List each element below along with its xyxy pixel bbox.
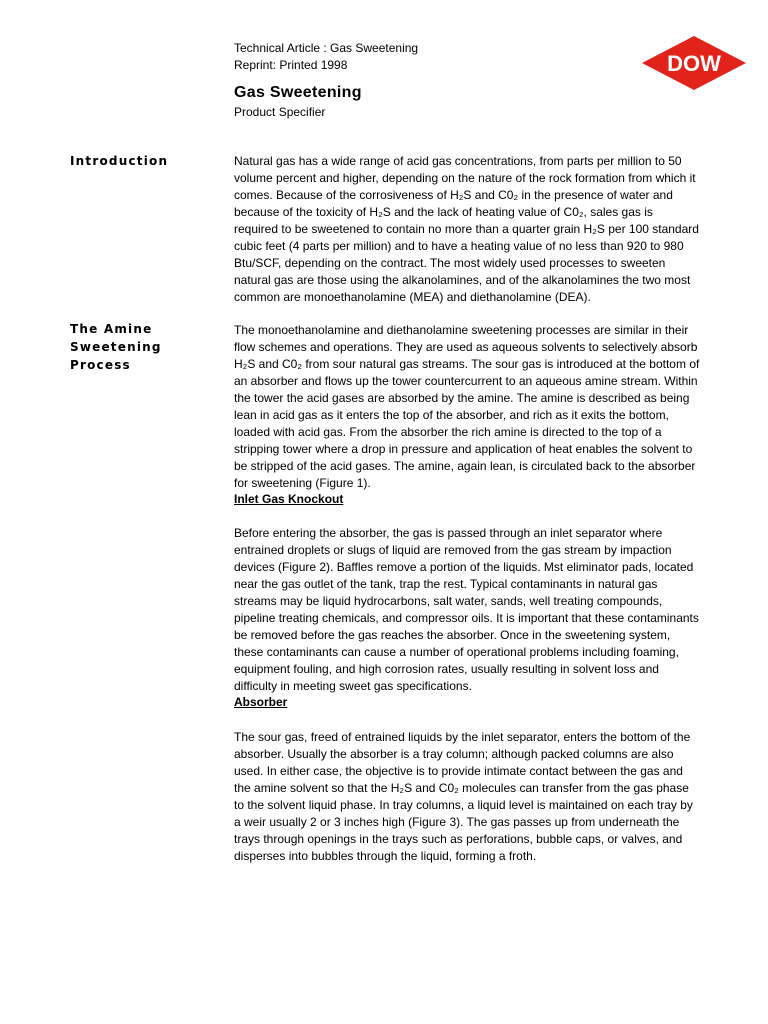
dow-logo — [640, 34, 748, 92]
amine-paragraph: The monoethanolamine and diethanolamine sweetening processes are similar in their flow schemes and operations. They are used as aqueous solvents to selectively absorb H₂S and C0₂ from sour natural gas streams. The sour gas is introduced at the bottom of an absorber and flows up the tower countercurrent to an aqueous amine stream. Within the tower the acid gases are absorbed by the amine. The amine is described as being lean in acid gas as it enters the top of the absorber, and rich as it exits the bottom, loaded with acid gas. From the absorber the rich amine is directed to the top of a stripping tower where a drop in pressure and application of heat enables the solvent to be stripped of the acid gases. The amine, again lean, is circulated back to the absorber for sweetening (Figure 1). — [234, 323, 700, 490]
inlet-gas-knockout-heading: Inlet Gas Knockout — [234, 492, 344, 506]
introduction-heading-text: Introduction — [70, 154, 169, 168]
dow-logo-text: DOW — [667, 51, 721, 76]
introduction-body — [234, 153, 700, 306]
absorber-paragraph: The sour gas, freed of entrained liquids by the inlet separator, enters the bottom of the absorber. Usually the absorber is a tray column; although packed columns are also used. In either case, the objective is to provide intimate contact between the gas and the amine solvent so that the H₂S and C0₂ molecules can transfer from the gas phase to the solvent liquid phase. In tray columns, a liquid level is maintained on each tray by a weir usually 2 or 3 inches high (Figure 3). The gas passes up from underneath the trays through openings in the trays such as perforations, bubble caps, or valves, and disperses into bubbles through the liquid, forming a froth. — [234, 730, 693, 863]
header-reprint-line: Reprint: Printed 1998 — [234, 58, 348, 72]
amine-process-heading — [70, 320, 210, 374]
inlet-paragraph: Before entering the absorber, the gas is passed through an inlet separator where entrained droplets or slugs of liquid are removed from the gas stream by impaction devices (Figure 2). Baffles remove a portion of the liquids. Mst eliminator pads, located near the gas outlet of the tank, trap the rest. Typical contaminants in natural gas streams may be liquid hydrocarbons, salt water, sands, well treating compounds, pipeline treating chemicals, and compressor oils. It is important that these contaminants be removed before the gas reaches the absorber. Once in the sweetening system, these contaminants can cause a number of operational problems including foaming, equipment fouling, and high corrosion rates, usually resulting in solvent loss and difficulty in meeting sweet gas specifications. — [234, 526, 699, 693]
page-title: Gas Sweetening — [234, 84, 362, 101]
amine-heading-line2: Sweetening — [70, 340, 162, 354]
header-article-line: Technical Article : Gas Sweetening — [234, 41, 419, 55]
inlet-gas-knockout-body — [234, 525, 700, 695]
amine-heading-line3: Process — [70, 358, 131, 372]
absorber-heading: Absorber — [234, 695, 288, 709]
page-subtitle: Product Specifier — [234, 105, 326, 119]
amine-heading-line1: The Amine — [70, 322, 153, 336]
absorber-body — [234, 729, 700, 865]
introduction-heading — [70, 152, 210, 170]
introduction-paragraph: Natural gas has a wide range of acid gas concentrations, from parts per million to 50 volume percent and higher, depending on the nature of the rock formation from which it comes. Because of the corrosiveness of H₂S and C0₂ in the presence of water and because of the toxicity of H₂S and the lack of heating value of C0₂, sales gas is required to be sweetened to contain no more than a quarter grain H₂S per 100 standard cubic feet (4 parts per million) and to have a heating value of no less than 920 to 980 Btu/SCF, depending on the contract. The most widely used processes to sweeten natural gas are those using the alkanolamines, and of the alkanolamines the two most common are monoethanolamine (MEA) and diethanolamine (DEA). — [234, 154, 699, 304]
article-header — [234, 40, 418, 74]
amine-process-body — [234, 322, 700, 492]
